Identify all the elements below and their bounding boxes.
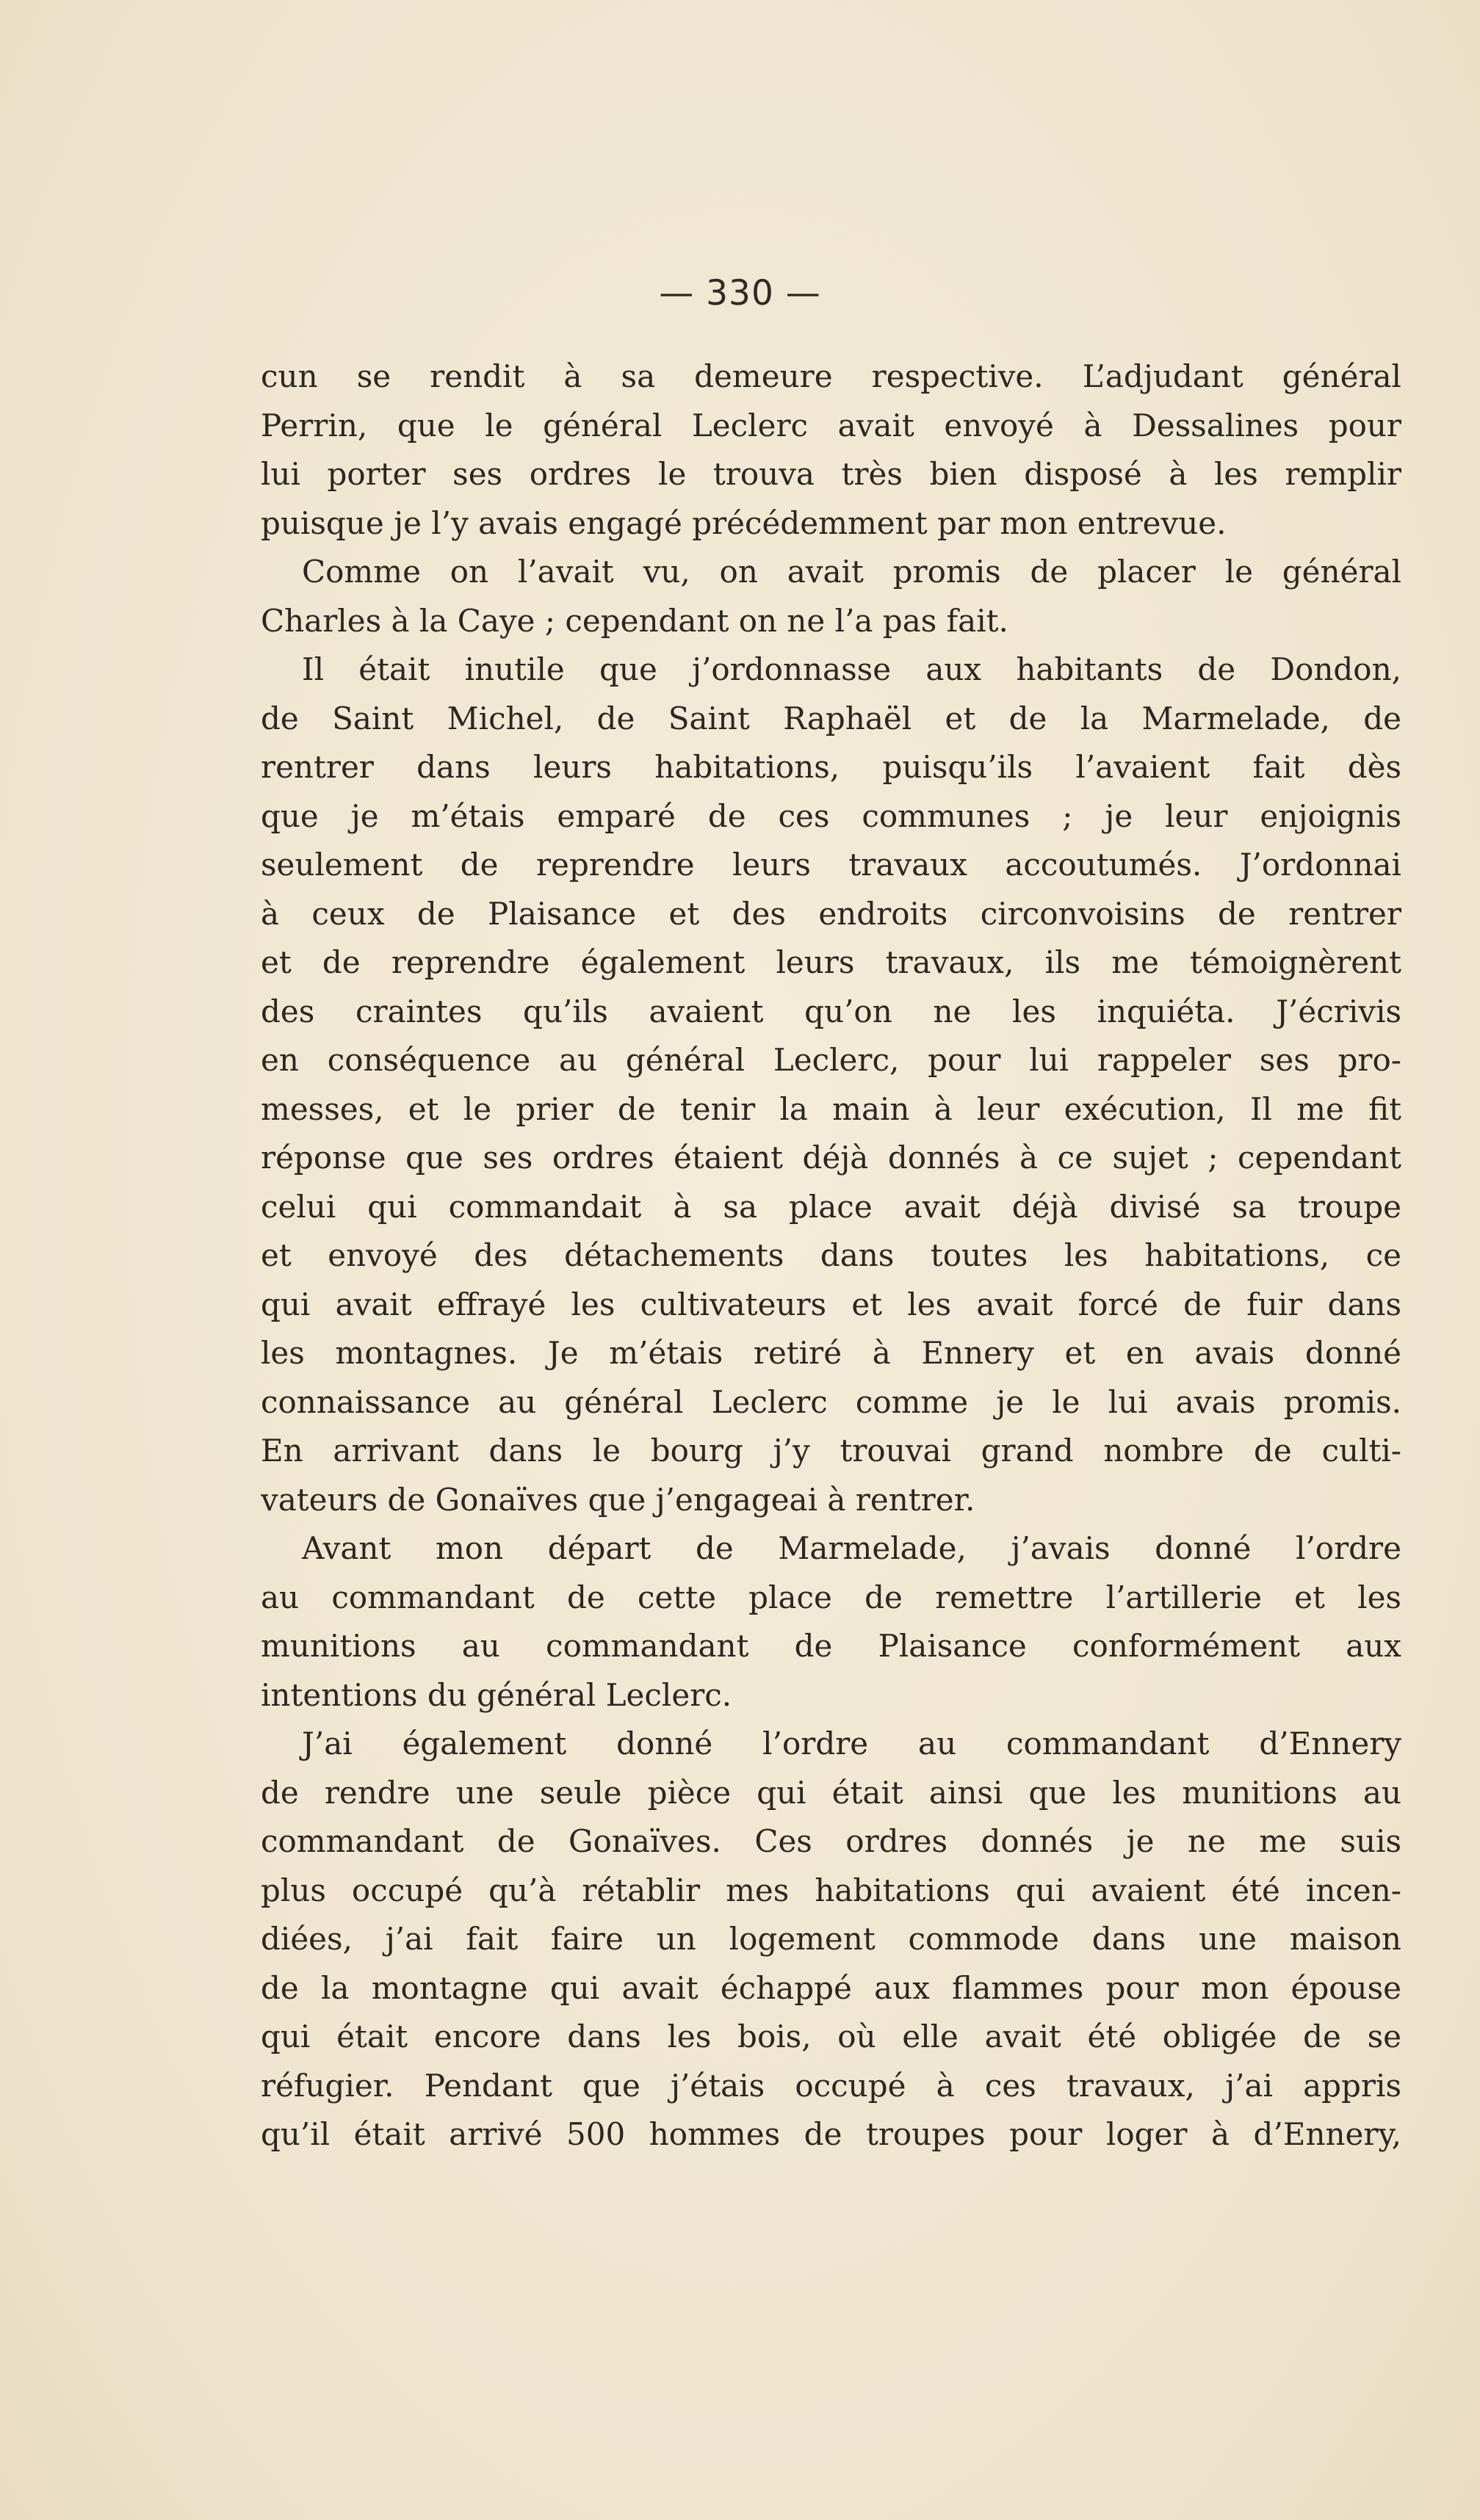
text-line: en conséquence au général Leclerc, pour lui rappeler ses pro- [261, 1042, 1401, 1078]
text-line: et de reprendre également leurs travaux, ils me témoignèrent [261, 944, 1401, 980]
text-line: réponse que ses ordres étaient déjà donnés à ce sujet ; cependant [261, 1140, 1401, 1176]
text-line: au commandant de cette place de remettre l’artillerie et les [261, 1579, 1401, 1615]
text-line: munitions au commandant de Plaisance conformément aux [261, 1628, 1401, 1664]
text-line: cun se rendit à sa demeure respective. L’adjudant général [261, 358, 1401, 394]
text-line: messes, et le prier de tenir la main à leur exécution, Il me fit [261, 1090, 1401, 1127]
text-line: qui était encore dans les bois, où elle avait été obligée de se [261, 2018, 1401, 2054]
text-line: les montagnes. Je m’étais retiré à Ennery et en avais donné [261, 1335, 1401, 1371]
text-line: plus occupé qu’à rétablir mes habitations qui avaient été incen- [261, 1872, 1401, 1908]
text-line: diées, j’ai fait faire un logement commode dans une maison [261, 1921, 1401, 1957]
text-line: de rendre une seule pièce qui était ainsi que les munitions au [261, 1774, 1401, 1811]
text-line: seulement de reprendre leurs travaux accoutumés. J’ordonnai [261, 847, 1401, 883]
text-line: puisque je l’y avais engagé précédemment par mon entrevue. [261, 504, 1227, 541]
text-line: Comme on l’avait vu, on avait promis de placer le général [302, 554, 1401, 590]
text-line: connaissance au général Leclerc comme je le lui avais promis. [261, 1383, 1401, 1420]
text-line: réfugier. Pendant que j’étais occupé à ces travaux, j’ai appris [261, 2067, 1401, 2104]
text-line: que je m’étais emparé de ces communes ; je leur enjoignis [261, 797, 1401, 834]
text-line: Perrin, que le général Leclerc avait envoyé à Dessalines pour [261, 407, 1401, 443]
text-line: rentrer dans leurs habitations, puisqu’ils l’avaient fait dès [261, 749, 1401, 785]
text-line: Charles à la Caye ; cependant on ne l’a pas fait. [261, 602, 1008, 639]
text-line: celui qui commandait à sa place avait déjà divisé sa troupe [261, 1188, 1401, 1225]
body-text [261, 352, 1401, 2159]
text-line: Il était inutile que j’ordonnasse aux habitants de Dondon, [302, 651, 1401, 687]
page-number: — 330 — [659, 273, 821, 314]
text-line: J’ai également donné l’ordre au commandant d’Ennery [302, 1726, 1401, 1762]
text-line: et envoyé des détachements dans toutes les habitations, ce [261, 1237, 1401, 1273]
text-line: de la montagne qui avait échappé aux flammes pour mon épouse [261, 1969, 1401, 2006]
text-line: intentions du général Leclerc. [261, 1676, 732, 1713]
text-line: Avant mon départ de Marmelade, j’avais donné l’ordre [302, 1530, 1401, 1566]
text-line: qu’il était arrivé 500 hommes de troupes pour loger à d’Ennery, [261, 2116, 1401, 2152]
text-line: des craintes qu’ils avaient qu’on ne les inquiéta. J’écrivis [261, 993, 1401, 1029]
text-line: lui porter ses ordres le trouva très bien disposé à les remplir [261, 456, 1401, 492]
text-line: commandant de Gonaïves. Ces ordres donnés je ne me suis [261, 1823, 1401, 1859]
text-line: En arrivant dans le bourg j’y trouvai grand nombre de culti- [261, 1433, 1401, 1469]
text-line: qui avait effrayé les cultivateurs et les avait forcé de fuir dans [261, 1286, 1401, 1322]
text-line: vateurs de Gonaïves que j’engageai à rentrer. [261, 1481, 975, 1518]
text-line: à ceux de Plaisance et des endroits circonvoisins de rentrer [261, 895, 1401, 932]
text-line: de Saint Michel, de Saint Raphaël et de la Marmelade, de [261, 700, 1401, 736]
